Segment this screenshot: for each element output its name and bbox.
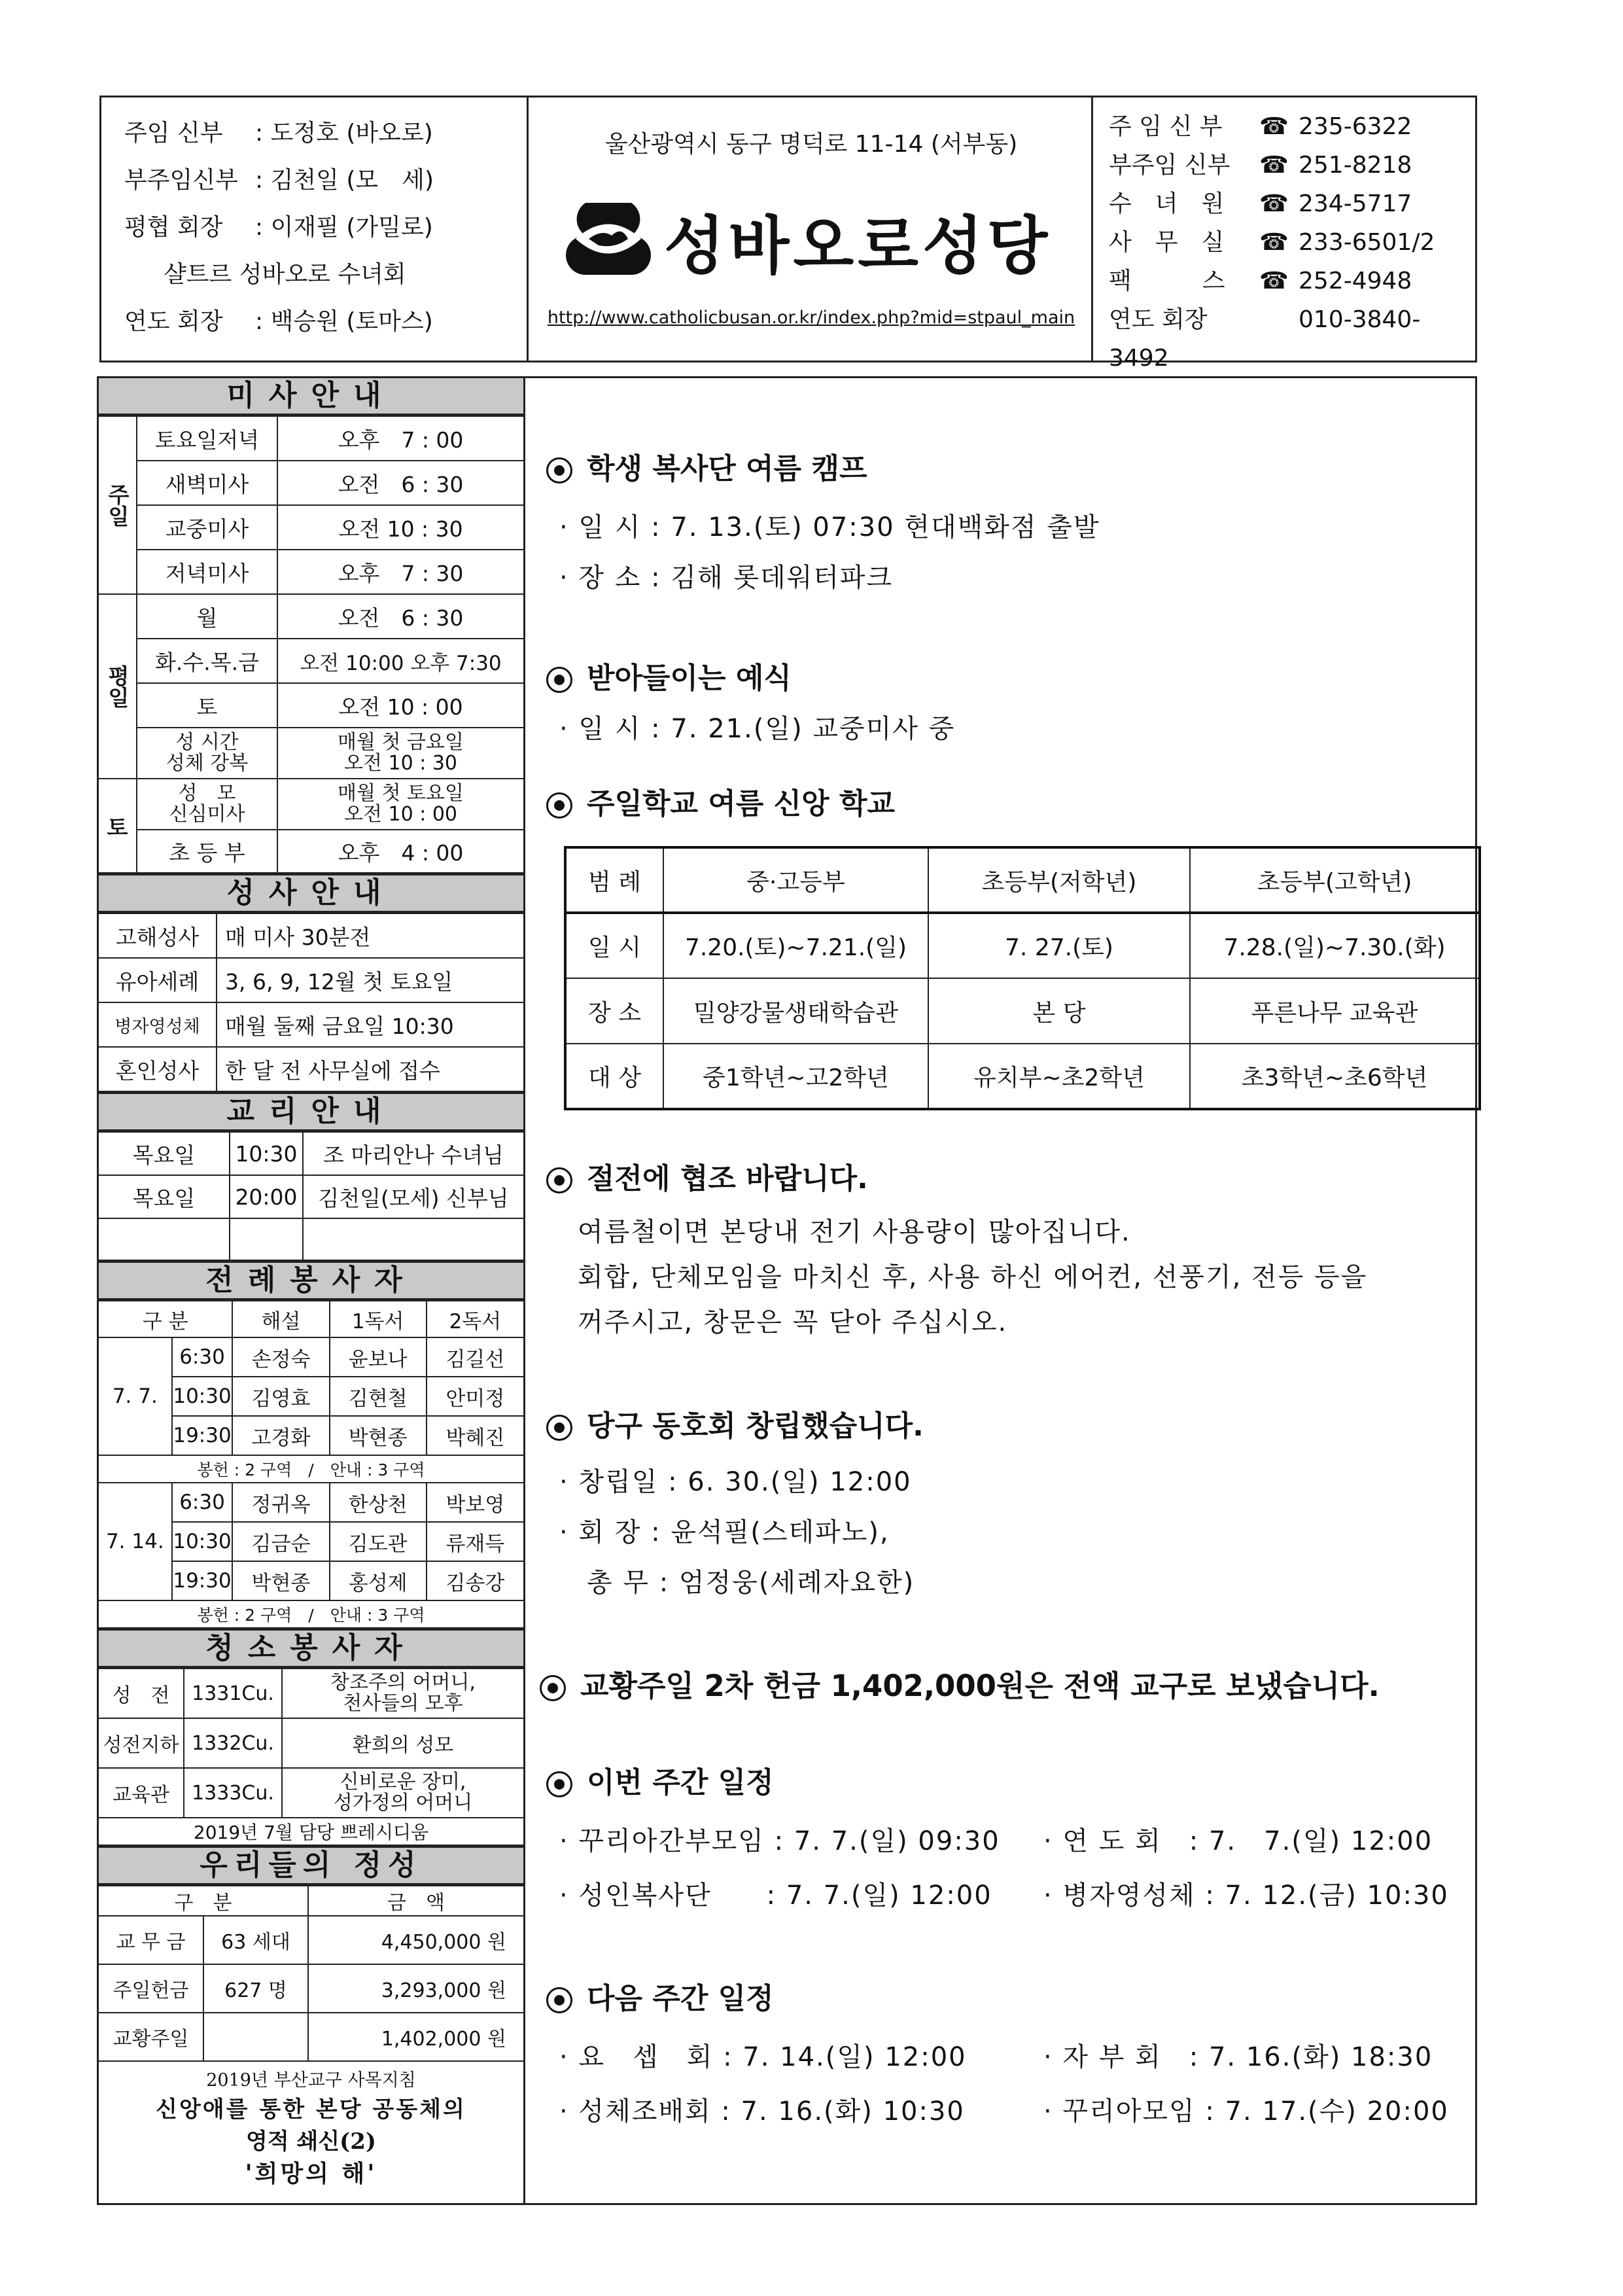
sacrament-table <box>99 913 523 1092</box>
mass-name: 성 시간 성체 강복 <box>137 728 277 779</box>
schedule-item: · 꾸리아모임 : 7. 17.(수) 20:00 <box>1043 2096 1449 2127</box>
liturgy-col-header: 해설 <box>232 1301 329 1337</box>
mass-name: 성 모 신심미사 <box>137 779 277 830</box>
liturgy-person: 한상천 <box>330 1483 427 1522</box>
schedule-item: · 요 셉 회 : 7. 14.(일) 12:00 <box>559 2042 967 2072</box>
mass-time: 매월 첫 토요일 오전 10 : 00 <box>277 779 523 830</box>
phone-icon: ☎ <box>1259 152 1289 179</box>
school-cell: 초3학년~초6학년 <box>1190 1044 1480 1109</box>
mass-time: 오전 10:00 오후 7:30 <box>277 639 523 683</box>
catechism-header: 교리안내 <box>99 1092 523 1131</box>
liturgy-person: 박혜진 <box>427 1416 523 1455</box>
mass-name: 화.수.목.금 <box>137 639 277 683</box>
sacrament-name: 고해성사 <box>99 913 217 958</box>
liturgy-person: 손정숙 <box>232 1337 329 1377</box>
school-row-label: 대 상 <box>565 1044 663 1109</box>
mass-time: 오전 10 : 30 <box>277 505 523 550</box>
offering-table <box>99 1885 523 2062</box>
offering-count: 627 명 <box>203 1964 308 2013</box>
cleaning-header: 청소봉사자 <box>99 1629 523 1668</box>
catechism-empty <box>230 1218 303 1260</box>
sacrament-name: 병자영성체 <box>99 1002 217 1047</box>
liturgy-note: 봉헌 : 2 구역 / 안내 : 3 구역 <box>99 1455 523 1483</box>
liturgy-person: 고경화 <box>232 1416 329 1455</box>
church-website-link[interactable]: http://www.catholicbusan.or.kr/index.php?mid=stpaul_main <box>547 308 1075 328</box>
school-cell: 7.28.(일)~7.30.(화) <box>1190 913 1480 978</box>
mass-time: 오전 6 : 30 <box>277 461 523 505</box>
mass-table <box>99 415 523 874</box>
catechism-time: 20:00 <box>230 1175 303 1218</box>
church-address: 울산광역시 동구 명덕로 11-14 (서부동) <box>604 131 1018 158</box>
cleaning-footer: 2019년 7월 담당 쁘레시디움 <box>99 1818 523 1845</box>
bullet-icon <box>546 1987 572 2013</box>
mass-name: 저녁미사 <box>137 550 277 594</box>
church-logo-icon <box>563 200 654 278</box>
motto-line: '희망의 해' <box>245 2160 377 2187</box>
weekday-label: 평일 <box>99 594 137 779</box>
schedule-row <box>546 2091 1462 2128</box>
liturgy-person: 류재득 <box>427 1522 523 1561</box>
header-staff-list <box>124 110 517 345</box>
staff-row: 연도 회장 : 백승원 (토마스) <box>124 308 433 335</box>
liturgy-date: 7. 7. <box>99 1337 172 1455</box>
school-row-label: 장 소 <box>565 978 663 1044</box>
phone-icon: ☎ <box>1259 229 1289 256</box>
staff-row: 주임 신부 : 도정호 (바오로) <box>124 120 433 147</box>
info-line: · 장 소 : 김해 롯데워터파크 <box>559 563 894 593</box>
mass-time: 오후 7 : 00 <box>277 416 523 461</box>
sacrament-detail: 한 달 전 사무실에 접수 <box>217 1047 523 1091</box>
liturgy-person: 안미정 <box>427 1377 523 1416</box>
schedule-item: · 연 도 회 : 7. 7.(일) 12:00 <box>1043 1826 1433 1856</box>
sacrament-detail: 3, 6, 9, 12월 첫 토요일 <box>217 958 523 1002</box>
school-col-header: 초등부(고학년) <box>1190 847 1480 913</box>
offering-count <box>203 2013 308 2061</box>
offering-col-header: 구 분 <box>99 1886 308 1916</box>
liturgy-time: 19:30 <box>172 1416 233 1455</box>
bullet-icon <box>546 1771 572 1797</box>
sacrament-header: 성사안내 <box>99 874 523 913</box>
contact-row: 사 무 실 ☎ 233-6501/2 <box>1109 223 1475 262</box>
schedule-item: · 병자영성체 : 7. 12.(금) 10:30 <box>1043 1881 1449 1911</box>
phone-icon: ☎ <box>1259 190 1289 217</box>
contact-list <box>1109 107 1475 378</box>
liturgy-time: 6:30 <box>172 1337 233 1377</box>
school-row-label: 일 시 <box>565 913 663 978</box>
cleaning-praesidium: 신비로운 장미, 성가정의 어머니 <box>282 1768 523 1818</box>
info-line: 여름철이면 본당내 전기 사용량이 많아집니다. <box>578 1217 1131 1247</box>
mass-time: 오전 10 : 00 <box>277 683 523 728</box>
info-line: · 창립일 : 6. 30.(일) 12:00 <box>559 1467 912 1497</box>
schedule-item: · 꾸리아간부모임 : 7. 7.(일) 09:30 <box>559 1826 1000 1856</box>
liturgy-person: 홍성제 <box>330 1561 427 1600</box>
cleaning-praesidium: 환희의 성모 <box>282 1718 523 1768</box>
liturgy-time: 6:30 <box>172 1483 233 1522</box>
school-cell: 밀양강물생태학습관 <box>663 978 928 1044</box>
liturgy-date: 7. 14. <box>99 1483 172 1600</box>
liturgy-person: 김금순 <box>232 1522 329 1561</box>
offering-type: 교 무 금 <box>99 1916 203 1964</box>
catechism-empty <box>303 1218 523 1260</box>
offering-count: 63 세대 <box>203 1916 308 1964</box>
cleaning-table <box>99 1668 523 1846</box>
liturgy-person: 정귀옥 <box>232 1483 329 1522</box>
offering-amount: 1,402,000 원 <box>308 2013 523 2061</box>
liturgy-person: 윤보나 <box>330 1337 427 1377</box>
info-line: · 일 시 : 7. 21.(일) 교중미사 중 <box>559 714 956 744</box>
info-line: · 일 시 : 7. 13.(토) 07:30 현대백화점 출발 <box>559 512 1100 542</box>
catechism-teacher: 조 마리안나 수녀님 <box>303 1132 523 1175</box>
offering-col-header: 금 액 <box>308 1886 523 1916</box>
school-cell: 푸른나무 교육관 <box>1190 978 1480 1044</box>
mass-time: 오후 4 : 00 <box>277 830 523 873</box>
school-col-header: 범 례 <box>565 847 663 913</box>
liturgy-person: 김영효 <box>232 1377 329 1416</box>
motto-line: 신앙애를 통한 본당 공동체의 <box>156 2096 466 2123</box>
liturgy-person: 박보영 <box>427 1483 523 1522</box>
sacrament-detail: 매월 둘째 금요일 10:30 <box>217 1002 523 1047</box>
mass-name: 새벽미사 <box>137 461 277 505</box>
catechism-teacher: 김천일(모세) 신부님 <box>303 1175 523 1218</box>
section-club <box>546 1402 1462 1599</box>
schedule-row <box>546 1875 1462 1912</box>
liturgy-table <box>99 1300 523 1629</box>
school-cell: 유치부~초2학년 <box>928 1044 1190 1109</box>
catechism-table <box>99 1131 523 1261</box>
section-title: 학생 복사단 여름 캠프 <box>546 445 1462 487</box>
sidebar <box>99 378 523 2189</box>
offering-header: 우리들의 정성 <box>99 1846 523 1885</box>
mass-time: 오후 7 : 30 <box>277 550 523 594</box>
header-divider-1 <box>527 96 529 362</box>
section-title: 이번 주간 일정 <box>546 1759 1462 1801</box>
catechism-empty <box>99 1218 230 1260</box>
mass-name: 초 등 부 <box>137 830 277 873</box>
cleaning-place: 성전지하 <box>99 1718 184 1768</box>
mass-time: 오전 6 : 30 <box>277 594 523 639</box>
mass-name: 토 <box>137 683 277 728</box>
section-pope-offering <box>540 1662 1469 1704</box>
liturgy-note: 봉헌 : 2 구역 / 안내 : 3 구역 <box>99 1600 523 1628</box>
bullet-icon <box>546 457 572 484</box>
phone-icon: ☎ <box>1259 113 1289 140</box>
liturgy-time: 19:30 <box>172 1561 233 1600</box>
mass-name: 월 <box>137 594 277 639</box>
liturgy-col-header: 2독서 <box>427 1301 523 1337</box>
cleaning-place: 성 전 <box>99 1669 184 1718</box>
mass-name: 교중미사 <box>137 505 277 550</box>
staff-row: 평협 회장 : 이재필 (가밀로) <box>124 214 433 241</box>
bullet-icon <box>546 1415 572 1441</box>
schedule-item: · 성체조배회 : 7. 16.(화) 10:30 <box>559 2096 965 2127</box>
cleaning-group: 1333Cu. <box>184 1768 282 1818</box>
bullet-icon <box>546 1167 572 1193</box>
liturgy-time: 10:30 <box>172 1377 233 1416</box>
offering-amount: 4,450,000 원 <box>308 1916 523 1964</box>
contact-row: 수 녀 원 ☎ 234-5717 <box>1109 185 1475 223</box>
motto-line: 2019년 부산교구 사목지침 <box>206 2070 416 2091</box>
mass-header: 미사안내 <box>99 378 523 415</box>
pastoral-motto <box>99 2062 523 2189</box>
mass-name: 토요일저녁 <box>137 416 277 461</box>
sacrament-detail: 매 미사 30분전 <box>217 913 523 958</box>
cleaning-group: 1332Cu. <box>184 1718 282 1768</box>
sacrament-name: 혼인성사 <box>99 1047 217 1091</box>
section-this-week <box>546 1759 1462 1912</box>
section-title: 당구 동호회 창립했습니다. <box>546 1402 1462 1444</box>
section-title: 받아들이는 예식 <box>546 654 1462 696</box>
bullet-icon <box>546 667 572 693</box>
info-line: 회합, 단체모임을 마치신 후, 사용 하신 에어컨, 선풍기, 전등 등을 <box>578 1262 1368 1292</box>
school-cell: 중1학년~고2학년 <box>663 1044 928 1109</box>
sidebar-divider <box>523 376 525 2205</box>
bullet-icon <box>546 792 572 819</box>
sunday-label: 주일 <box>99 416 137 594</box>
saturday-label: 토 <box>99 779 137 873</box>
schedule-item: · 자 부 회 : 7. 16.(화) 18:30 <box>1043 2042 1433 2072</box>
contact-row: 부주임 신부 ☎ 251-8218 <box>1109 146 1475 185</box>
section-title: 절전에 협조 바랍니다. <box>546 1155 1462 1197</box>
offering-amount: 3,293,000 원 <box>308 1964 523 2013</box>
school-cell: 본 당 <box>928 978 1190 1044</box>
info-line: · 회 장 : 윤석필(스테파노), <box>559 1517 890 1547</box>
info-line: 꺼주시고, 창문은 꼭 닫아 주십시오. <box>578 1307 1008 1337</box>
staff-row: 샬트르 성바오로 수녀회 <box>164 261 406 288</box>
section-title: 교황주일 2차 헌금 1,402,000원은 전액 교구로 보냈습니다. <box>540 1662 1469 1704</box>
offering-type: 주일헌금 <box>99 1964 203 2013</box>
header-divider-2 <box>1091 96 1093 362</box>
section-school <box>546 780 1462 822</box>
school-col-header: 중·고등부 <box>663 847 928 913</box>
school-table <box>564 846 1481 1110</box>
school-cell: 7. 27.(토) <box>928 913 1190 978</box>
liturgy-person: 김현철 <box>330 1377 427 1416</box>
section-rite <box>546 654 1462 745</box>
liturgy-col-header: 구 분 <box>99 1301 232 1337</box>
liturgy-person: 박현종 <box>232 1561 329 1600</box>
contact-row: 팩 스 ☎ 252-4948 <box>1109 262 1475 300</box>
liturgy-time: 10:30 <box>172 1522 233 1561</box>
schedule-row <box>546 1820 1462 1858</box>
cleaning-place: 교육관 <box>99 1768 184 1818</box>
cleaning-praesidium: 창조주의 어머니, 천사들의 모후 <box>282 1669 523 1718</box>
liturgy-person: 김송강 <box>427 1561 523 1600</box>
section-title: 다음 주간 일정 <box>546 1975 1462 2017</box>
liturgy-person: 김길선 <box>427 1337 523 1377</box>
liturgy-person: 김도관 <box>330 1522 427 1561</box>
bullet-icon <box>540 1675 566 1701</box>
church-name: 성바오로성당 <box>664 209 1052 283</box>
phone-icon: ☎ <box>1259 268 1289 294</box>
catechism-day: 목요일 <box>99 1175 230 1218</box>
info-line: 총 무 : 엄정웅(세례자요한) <box>559 1568 915 1598</box>
section-camp <box>546 445 1462 594</box>
catechism-day: 목요일 <box>99 1132 230 1175</box>
contact-row: 연도 회장 010-3840-3492 <box>1109 306 1421 372</box>
schedule-item: · 성인복사단 : 7. 7.(일) 12:00 <box>559 1881 992 1911</box>
liturgy-person: 박현종 <box>330 1416 427 1455</box>
liturgy-col-header: 1독서 <box>330 1301 427 1337</box>
liturgy-header: 전례봉사자 <box>99 1261 523 1300</box>
mass-time: 매월 첫 금요일 오전 10 : 30 <box>277 728 523 779</box>
section-next-week <box>546 1975 1462 2128</box>
school-col-header: 초등부(저학년) <box>928 847 1190 913</box>
sacrament-name: 유아세례 <box>99 958 217 1002</box>
section-title: 주일학교 여름 신앙 학교 <box>546 780 1462 822</box>
catechism-time: 10:30 <box>230 1132 303 1175</box>
contact-row: 주 임 신 부 ☎ 235-6322 <box>1109 107 1475 146</box>
schedule-row <box>546 2036 1462 2074</box>
cleaning-group: 1331Cu. <box>184 1669 282 1718</box>
school-cell: 7.20.(토)~7.21.(일) <box>663 913 928 978</box>
staff-row: 부주임신부 : 김천일 (모 세) <box>124 167 434 194</box>
section-power <box>546 1155 1462 1339</box>
motto-line: 영적 쇄신(2) <box>245 2128 377 2155</box>
offering-type: 교황주일 <box>99 2013 203 2061</box>
